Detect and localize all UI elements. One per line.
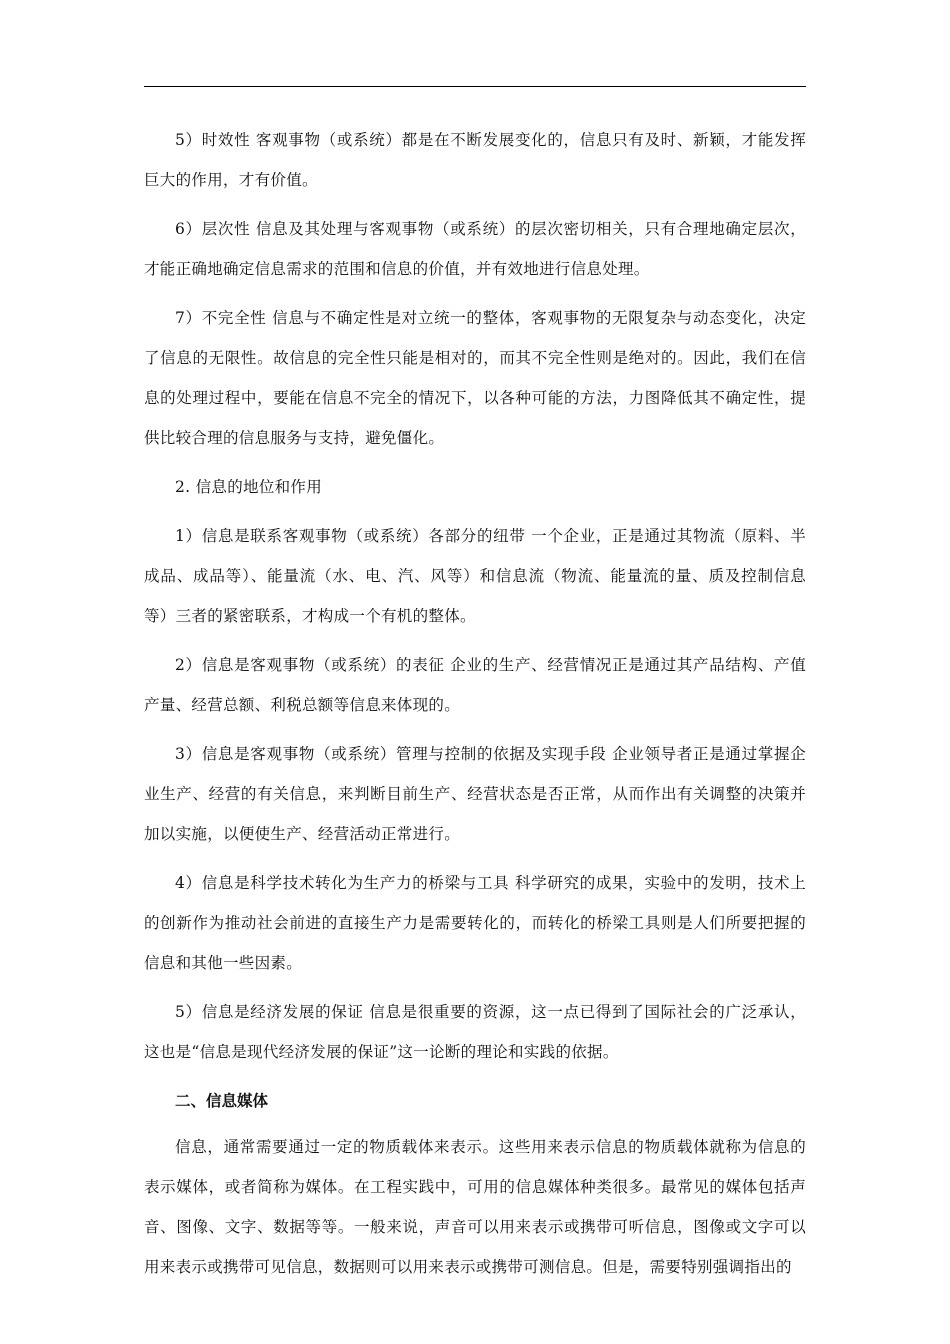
paragraph-role-1: 1）信息是联系客观事物（或系统）各部分的纽带 一个企业，正是通过其物流（原料、半成品、成品等）、能量流（水、电、汽、风等）和信息流（物流、能量流的量、质及控制信息等）三者的紧密联系，才构成一个有机的整体。 bbox=[144, 527, 806, 625]
subsection-title: 2. 信息的地位和作用 bbox=[175, 478, 323, 496]
paragraph-role-3: 3）信息是客观事物（或系统）管理与控制的依据及实现手段 企业领导者正是通过掌握企业生产、经营的有关信息，来判断目前生产、经营状态是否正常，从而作出有关调整的决策并加以实施，以便使生产、经营活动正常进行。 bbox=[144, 745, 806, 843]
header-rule bbox=[144, 86, 806, 87]
paragraph-role-5: 5）信息是经济发展的保证 信息是很重要的资源，这一点已得到了国际社会的广泛承认，这也是“信息是现代经济发展的保证”这一论断的理论和实践的依据。 bbox=[144, 1003, 806, 1061]
paragraph-hierarchy: 6）层次性 信息及其处理与客观事物（或系统）的层次密切相关，只有合理地确定层次，才能正确地确定信息需求的范围和信息的价值，并有效地进行信息处理。 bbox=[144, 220, 806, 278]
paragraph-role-4: 4）信息是科学技术转化为生产力的桥梁与工具 科学研究的成果，实验中的发明，技术上的创新作为推动社会前进的直接生产力是需要转化的，而转化的桥梁工具则是人们所要把握的信息和其他一些因素。 bbox=[144, 874, 806, 972]
paragraph-media: 信息，通常需要通过一定的物质载体来表示。这些用来表示信息的物质载体就称为信息的表示媒体，或者简称为媒体。在工程实践中，可用的信息媒体种类很多。最常见的媒体包括声音、图像、文字、数据等等。一般来说，声音可以用来表示或携带可听信息，图像或文字可以用来表示或携带可见信息，数据则可以用来表示或携带可测信息。但是，需要特别强调指出的 bbox=[144, 1138, 806, 1276]
document-body bbox=[144, 120, 806, 1296]
section-heading: 二、信息媒体 bbox=[175, 1092, 269, 1110]
paragraph-timeliness: 5）时效性 客观事物（或系统）都是在不断发展变化的，信息只有及时、新颖，才能发挥巨大的作用，才有价值。 bbox=[144, 131, 806, 189]
paragraph-role-2: 2）信息是客观事物（或系统）的表征 企业的生产、经营情况正是通过其产品结构、产值产量、经营总额、利税总额等信息来体现的。 bbox=[144, 656, 806, 714]
paragraph-incompleteness: 7）不完全性 信息与不确定性是对立统一的整体，客观事物的无限复杂与动态变化，决定了信息的无限性。故信息的完全性只能是相对的，而其不完全性则是绝对的。因此，我们在信息的处理过程中，要能在信息不完全的情况下，以各种可能的方法，力图降低其不确定性，提供比较合理的信息服务与支持，避免僵化。 bbox=[144, 309, 806, 447]
